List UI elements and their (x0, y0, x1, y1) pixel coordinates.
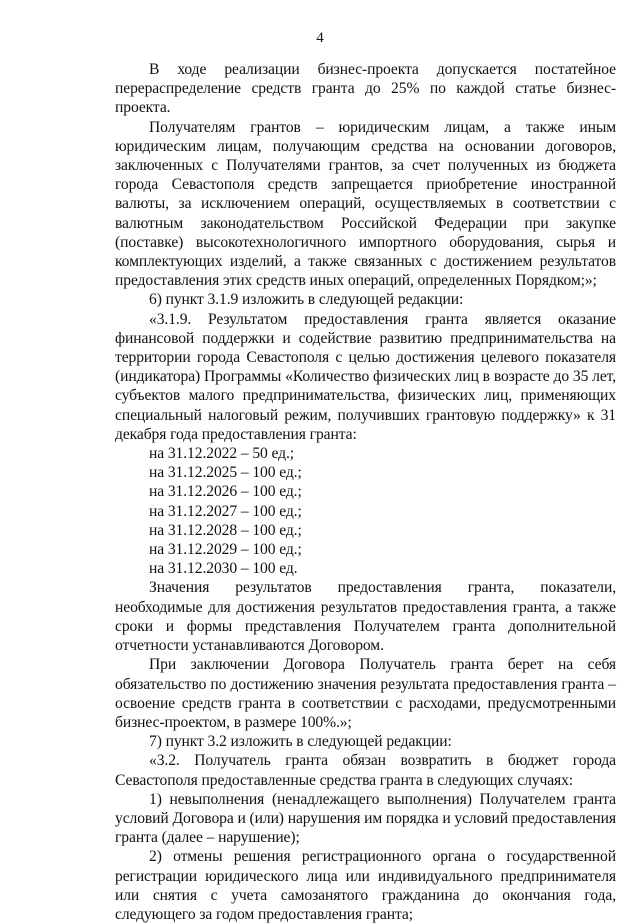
document-body (115, 60, 616, 924)
paragraph-case-2: 2) отмены решения регистрационного органа о государственной регистрации юридического лица или индивидуального предпринимателя или снятия с учета самозанятого гражданина до окончания года, следующего за годом предоставления гранта; (115, 848, 616, 923)
date-line: на 31.12.2022 – 50 ед.; (149, 445, 295, 463)
page-number: 4 (316, 30, 324, 46)
date-line: на 31.12.2028 – 100 ед.; (149, 521, 302, 539)
paragraph-3-1-9: «3.1.9. Результатом предоставления гранта является оказание финансовой поддержки и содействие развитию предпринимательства на территории города Севастополя с целью достижения целевого показателя (индикатора) Программы «Количество физических лиц в возрасте до 35 лет, субъектов малого предпринимательства, физических лиц, применяющих специальный налоговый режим, получивших грантовую поддержку» к 31 декабря года предоставления гранта: (115, 310, 616, 443)
paragraph-currency-ban: Получателям грантов – юридическим лицам, а также иным юридическим лицам, получающим средства на основании договоров, заключенных с Получателями грантов, за счет полученных из бюджета города Севастополя средств запрещается приобретение иностранной валюты, за исключением операций, осуществляемых в соответствии с валютным законодательством Российской Федерации при закупке (поставке) высокотехнологичного импортного оборудования, сырья и комплектующих изделий, а также связанных с достижением результатов предоставления этих средств иных операций, определенных Порядком;»; (115, 118, 616, 290)
paragraph-item-7: 7) пункт 3.2 изложить в следующей редакции: (149, 733, 452, 751)
paragraph-obligation: При заключении Договора Получатель гранта берет на себя обязательство по достижению значения результата предоставления гранта – освоение средств гранта в соответствии с расходами, предусмотренными бизнес-проектом, в размере 100%.»; (115, 656, 616, 731)
paragraph-3-2: «3.2. Получатель гранта обязан возвратить в бюджет города Севастополя предоставленные средства гранта в следующих случаях: (115, 752, 616, 789)
date-line: на 31.12.2026 – 100 ед.; (149, 483, 302, 501)
paragraph-item-6: 6) пункт 3.1.9 изложить в следующей редакции: (149, 291, 464, 309)
paragraph-result-values: Значения результатов предоставления гранта, показатели, необходимые для достижения результатов предоставления гранта, а также сроки и формы представления Получателем гранта дополнительной отчетности устанавливаются Договором. (115, 579, 616, 655)
paragraph-case-1: 1) невыполнения (ненадлежащего выполнения) Получателем гранта условий Договора и (или) нарушения им порядка и условий предоставления гранта (далее – нарушение); (115, 790, 616, 847)
date-line: на 31.12.2029 – 100 ед.; (149, 541, 302, 559)
date-line: на 31.12.2025 – 100 ед.; (149, 464, 302, 482)
paragraph-redistribution: В ходе реализации бизнес-проекта допускается постатейное перераспределение средств гранта до 25% по каждой статье бизнес-проекта. (115, 61, 616, 117)
date-line: на 31.12.2027 – 100 ед.; (149, 502, 302, 520)
date-line: на 31.12.2030 – 100 ед. (149, 560, 298, 578)
